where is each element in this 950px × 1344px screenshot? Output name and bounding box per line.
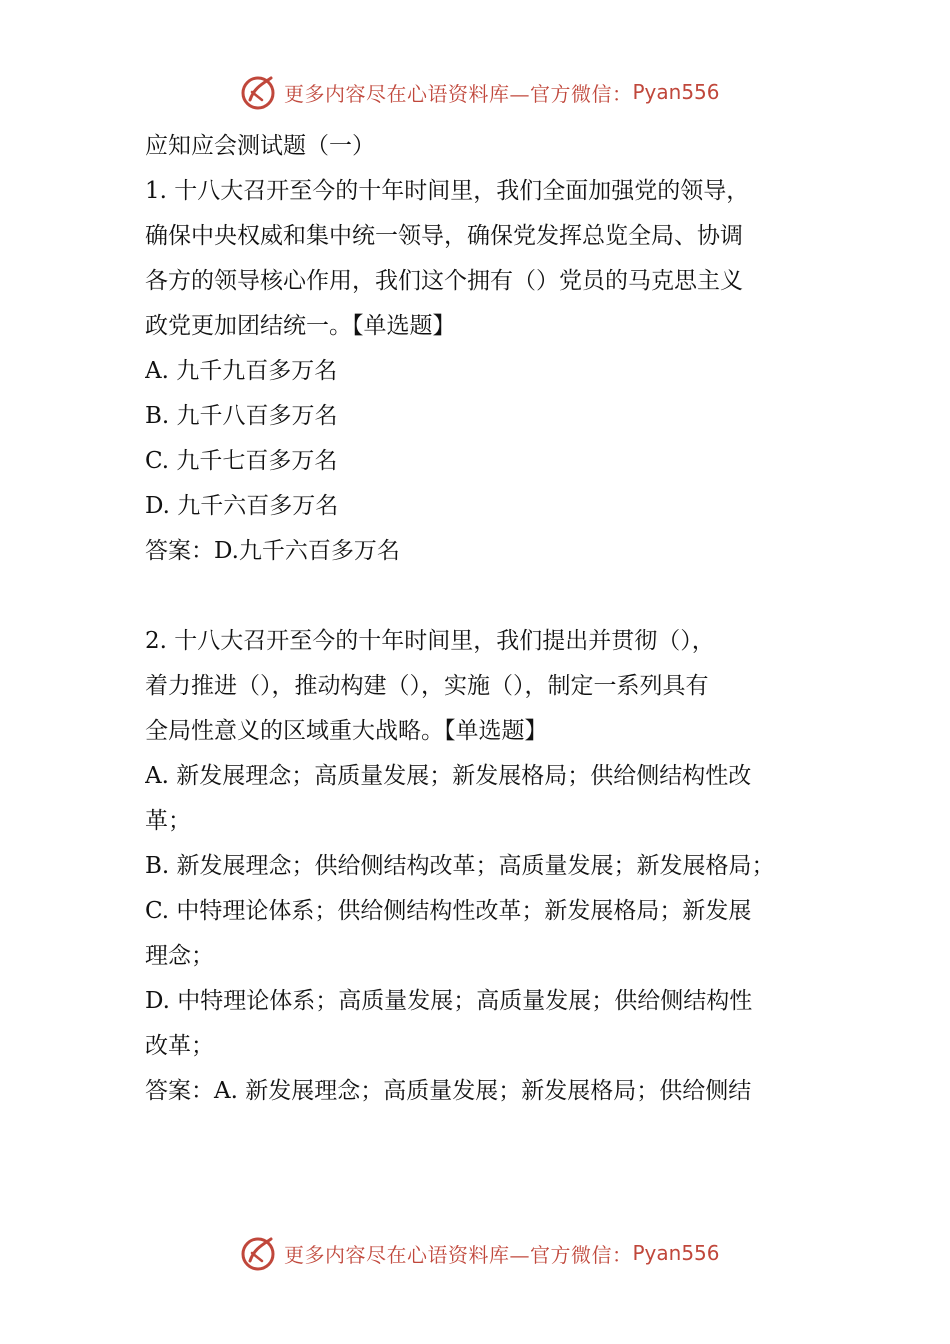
question-stem-line: 各方的领导核心作用，我们这个拥有（）党员的马克思主义 [145,268,743,294]
option-a-cont: 革； [145,808,191,834]
option-b: B. 九千八百多万名 [145,403,338,429]
option-a: A. 新发展理念；高质量发展；新发展格局；供给侧结构性改 [145,763,752,789]
option-b: B. 新发展理念；供给侧结构改革；高质量发展；新发展格局； [145,853,775,879]
spacer [145,574,825,619]
footer-banner [238,1231,758,1275]
wechat-id: Pyan556 [632,1241,720,1265]
question-stem-line: 全局性意义的区域重大战略。【单选题】 [145,718,548,744]
question-stem-line: 确保中央权威和集中统一领导，确保党发挥总览全局、协调 [145,223,743,249]
question-stem-line: 着力推进（），推动构建（），实施（），制定一系列具有 [145,673,709,699]
banner-text: 更多内容尽在心语资料库—官方微信： [284,81,633,106]
option-c: C. 九千七百多万名 [145,448,338,474]
doc-title: 应知应会测试题（一） [145,133,375,159]
wechat-id: Pyan556 [632,80,720,104]
question-stem-line: 1. 十八大召开至今的十年时间里，我们全面加强党的领导， [145,178,750,204]
document-body [145,124,825,1114]
option-d: D. 中特理论体系；高质量发展；高质量发展；供给侧结构性 [145,988,753,1014]
logo-icon [238,72,278,112]
option-a: A. 九千九百多万名 [145,358,338,384]
header-banner [238,70,758,114]
logo-icon [238,1233,278,1273]
option-d: D. 九千六百多万名 [145,493,339,519]
answer: 答案：D.九千六百多万名 [145,538,400,564]
option-c-cont: 理念； [145,943,214,969]
banner-text: 更多内容尽在心语资料库—官方微信： [284,1242,633,1267]
option-d-cont: 改革； [145,1033,214,1059]
answer: 答案：A. 新发展理念；高质量发展；新发展格局；供给侧结 [145,1078,752,1104]
question-2 [145,619,825,1114]
option-c: C. 中特理论体系；供给侧结构性改革；新发展格局；新发展 [145,898,752,924]
question-1 [145,169,825,574]
question-stem-line: 2. 十八大召开至今的十年时间里，我们提出并贯彻（）， [145,628,715,654]
question-stem-line: 政党更加团结统一。【单选题】 [145,313,456,339]
